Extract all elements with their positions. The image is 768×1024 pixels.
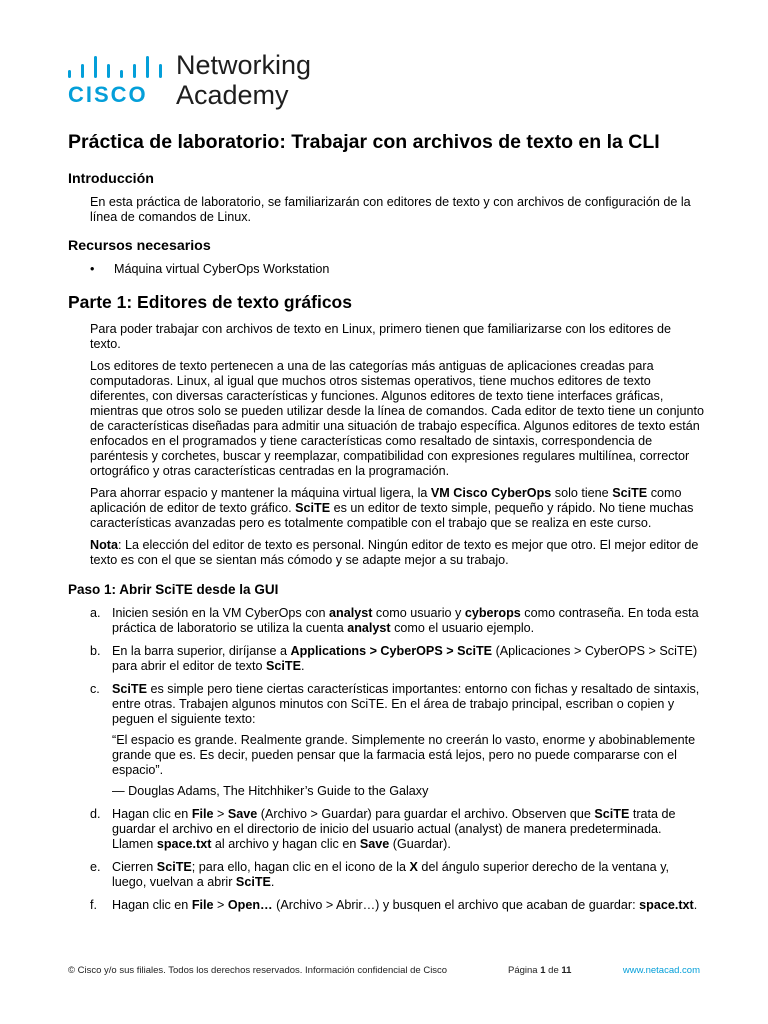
academy-title-line2: Academy (176, 80, 289, 110)
part1-note: Nota: La elección del editor de texto es personal. Ningún editor de texto es mejor que otro. El mejor editor de texto es con el que se sientan más cómodo y se adapte mejor a su trabajo. (90, 538, 699, 567)
academy-title-line1: Networking (176, 50, 312, 80)
footer-copyright: © Cisco y/o sus filiales. Todos los derechos reservados. Información confidencial de Cisco (68, 965, 448, 976)
step-item-e: e. Cierren SciTE; para ello, hagan clic en el icono de la X del ángulo superior derecho de la ventana y, luego, vuelvan a abrir SciTE. (90, 860, 670, 889)
footer-url-link[interactable]: www.netacad.com (622, 965, 700, 976)
quote-attribution: — Douglas Adams, The Hitchhiker’s Guide to the Galaxy (112, 784, 429, 798)
step-item-b: b. En la barra superior, diríjanse a Applications > CyberOPS > SciTE (Aplicaciones > CyberOPS > SciTE) para abrir el editor de texto SciTE. (90, 644, 698, 673)
cisco-networking-academy-logo (68, 50, 328, 110)
quote-text: “El espacio es grande. Realmente grande. Simplemente no creerán lo vasto, enorme y abobinablemente grande que es. Es decir, pueden pensar que la farmacia está lejos, pero no puede compararse con el espacio”. (112, 733, 696, 777)
intro-text: En esta práctica de laboratorio, se familiarizarán con editores de texto y con archivos de configuración de la línea de comandos de Linux. (90, 195, 691, 224)
document-body (68, 172, 704, 921)
step-item-f: f. Hagan clic en File > Open… (Archivo > Abrir…) y busquen el archivo que acaban de guardar: space.txt. (90, 898, 698, 912)
academy-title (176, 50, 311, 110)
document-title: Práctica de laboratorio: Trabajar con archivos de texto en la CLI (68, 131, 660, 153)
resources-list (68, 262, 704, 277)
resources-heading: Recursos necesarios (68, 238, 211, 254)
step-item-c: c. SciTE es simple pero tiene ciertas características importantes: entorno con fichas y resaltado de sintaxis, entre otras. Trabajen algunos minutos con SciTE. En el área de trabajo principal, escriban o copien y peguen el siguiente texto: “El espacio es grande. Realmente grande. Simplemente no creerán lo vasto, enorme y abobinablemente grande que es. Es decir, pueden pensar que la farmacia está lejos, pero no puede compararse con el espacio”. — Douglas Adams, The Hitchhiker’s Guide to the Galaxy (68, 682, 704, 799)
footer-page-number: Página 1 de 11 (508, 965, 572, 976)
cisco-wordmark: CISCO (68, 82, 148, 107)
part1-paragraph-3: Para ahorrar espacio y mantener la máquina virtual ligera, la VM Cisco CyberOps solo tiene SciTE como aplicación de editor de texto gráfico. SciTE es un editor de texto simple, pequeño y rápido. No tiene muchas características avanzadas pero es totalmente compatible con el trabajo que se realiza en este curso. (90, 486, 694, 530)
step1-list (68, 606, 704, 913)
intro-heading: Introducción (68, 171, 154, 187)
cisco-bars-icon (68, 56, 166, 78)
step-item-a: a. Inicien sesión en la VM CyberOps con analyst como usuario y cyberops como contraseña. En toda esta práctica de laboratorio se utiliza la cuenta analyst como el usuario ejemplo. (90, 606, 699, 635)
resources-item: • Máquina virtual CyberOps Workstation (90, 262, 704, 277)
step-item-d: d. Hagan clic en File > Save (Archivo > Guardar) para guardar el archivo. Observen que SciTE trata de guardar el archivo en el directorio de inicio del usuario actual (analyst) de manera predeterminada. Llamen space.txt al archivo y hagan clic en Save (Guardar). (90, 807, 676, 851)
part1-paragraph-1: Para poder trabajar con archivos de texto en Linux, primero tienen que familiarizarse con los editores de texto. (90, 322, 672, 351)
part1-heading: Parte 1: Editores de texto gráficos (68, 292, 352, 312)
part1-paragraph-2: Los editores de texto pertenecen a una de las categorías más antiguas de aplicaciones creadas para computadoras. Linux, al igual que muchos otros sistemas operativos, tiene muchos editores de texto diferentes, con diversas características y funciones. Algunos editores de texto tiene interfaces gráficas, mientras que otros solo se pueden utilizar desde la línea de comandos. Cada editor de texto tiene un conjunto de características diseñadas para admitir una situación de trabajo específica. Algunos editores de texto están enfocados en el programados y tiene características como resaltado de sintaxis, correspondencia de paréntesis y corchetes, buscar y reemplazar, compatibilidad con expresiones regulares multilínea, corrector ortográfico y otras características centradas en la programación. (90, 359, 704, 478)
step1-heading: Paso 1: Abrir SciTE desde la GUI (68, 582, 279, 597)
